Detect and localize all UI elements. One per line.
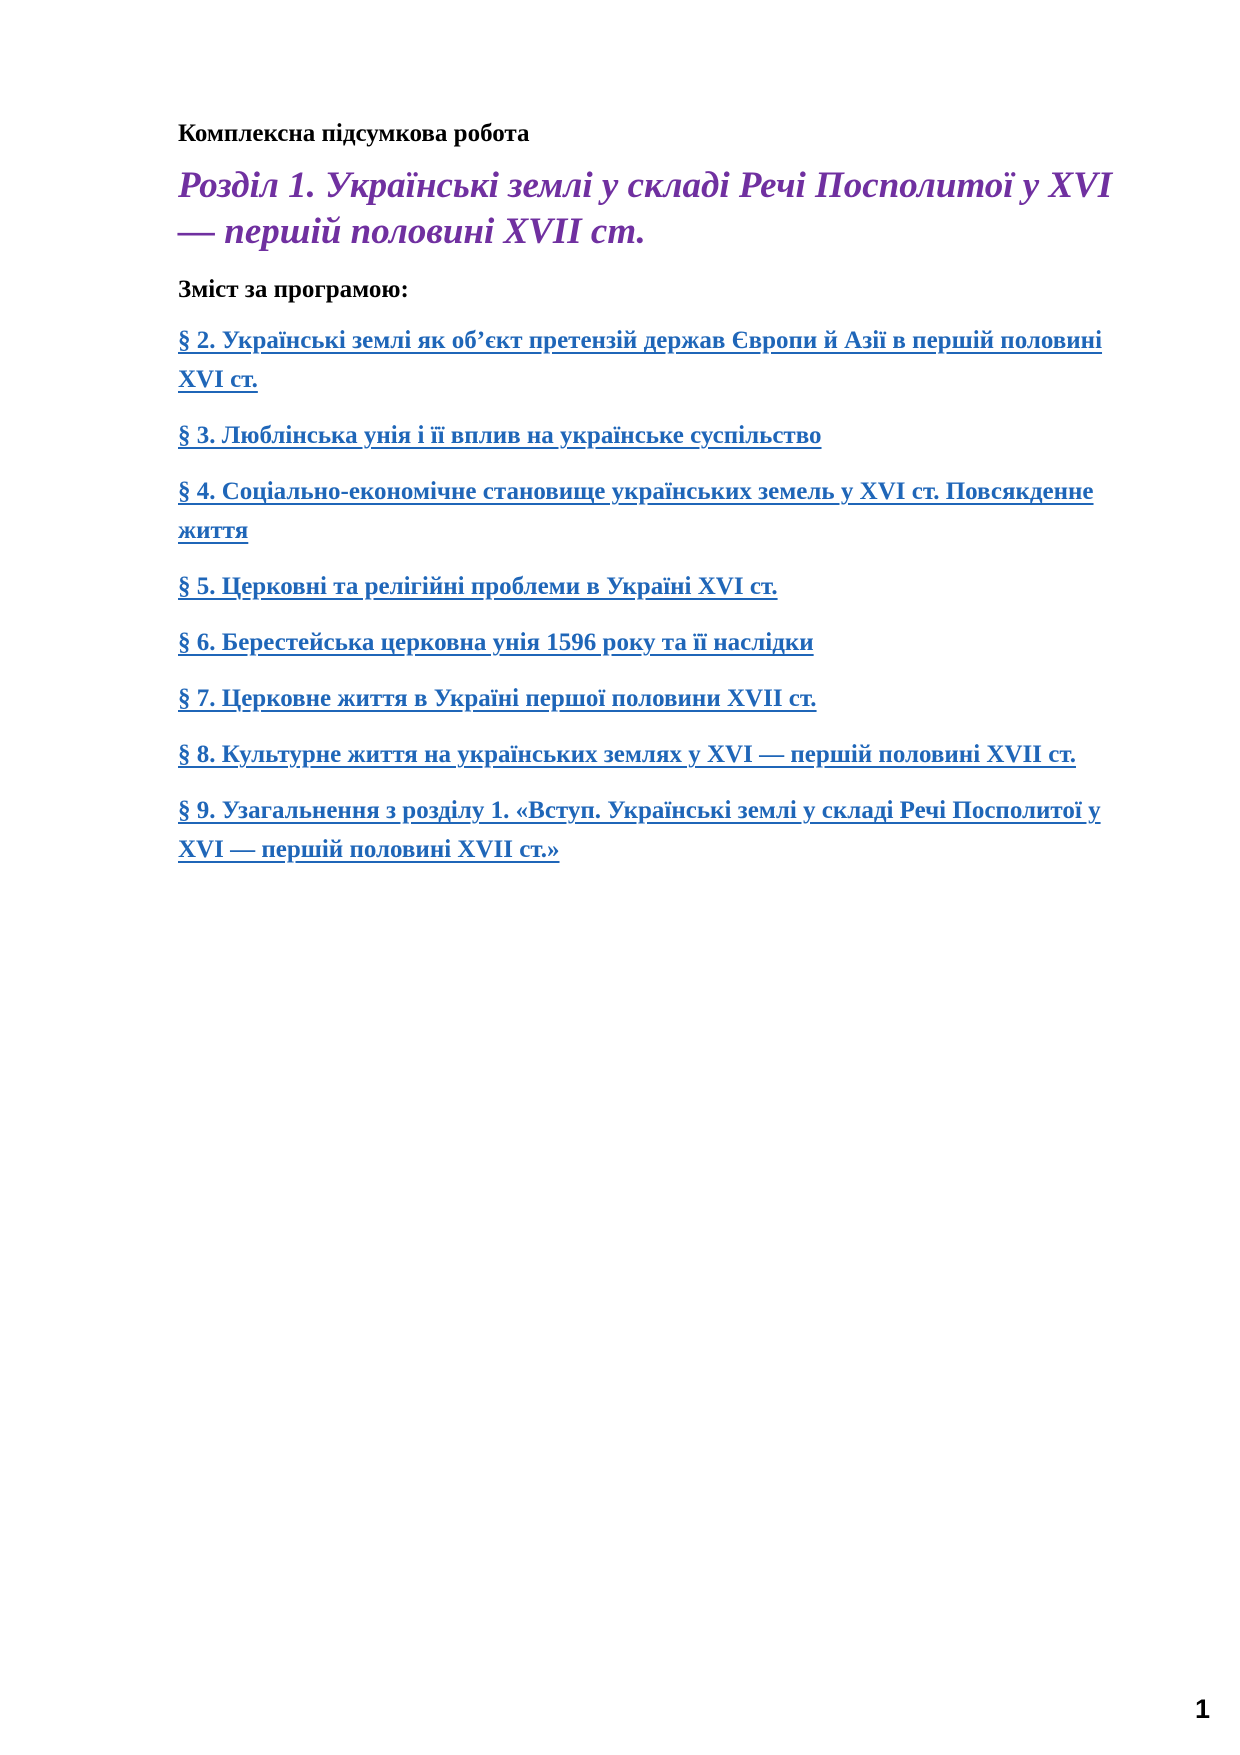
toc-link-section-7[interactable]: § 7. Церковне життя в Україні першої половини XVII ст. <box>178 685 817 712</box>
toc-link-section-5[interactable]: § 5. Церковні та релігійні проблеми в Україні XVI ст. <box>178 573 778 600</box>
toc-item <box>178 681 1138 720</box>
table-of-contents <box>178 323 1138 871</box>
section-title: Розділ 1. Українські землі у складі Речі Посполитої у XVI — першій половині XVII ст. <box>178 165 1113 252</box>
toc-item <box>178 737 1138 776</box>
toc-link-section-9[interactable]: § 9. Узагальнення з розділу 1. «Вступ. Українські землі у складі Речі Посполитої у XVI — першій половині XVII ст.» <box>178 797 1101 863</box>
toc-item <box>178 793 1138 871</box>
toc-link-section-8[interactable]: § 8. Культурне життя на українських землях у XVI — першій половині XVII ст. <box>178 741 1076 768</box>
contents-label: Зміст за програмою: <box>178 276 409 303</box>
toc-item <box>178 625 1138 664</box>
document-label: Комплексна підсумкова робота <box>178 120 530 147</box>
toc-item <box>178 323 1138 401</box>
toc-link-section-2[interactable]: § 2. Українські землі як об’єкт претензій держав Європи й Азії в першій половині XVI ст. <box>178 327 1103 393</box>
toc-item <box>178 418 1138 457</box>
toc-item <box>178 569 1138 608</box>
page-number: 1 <box>1194 1694 1210 1724</box>
toc-link-section-6[interactable]: § 6. Берестейська церковна унія 1596 року та її наслідки <box>178 629 814 656</box>
toc-link-section-3[interactable]: § 3. Люблінська унія і її вплив на українське суспільство <box>178 422 822 449</box>
page-content <box>178 117 1138 888</box>
toc-item <box>178 474 1138 552</box>
toc-link-section-4[interactable]: § 4. Соціально-економічне становище українських земель у XVI ст. Повсякденне життя <box>178 478 1094 544</box>
